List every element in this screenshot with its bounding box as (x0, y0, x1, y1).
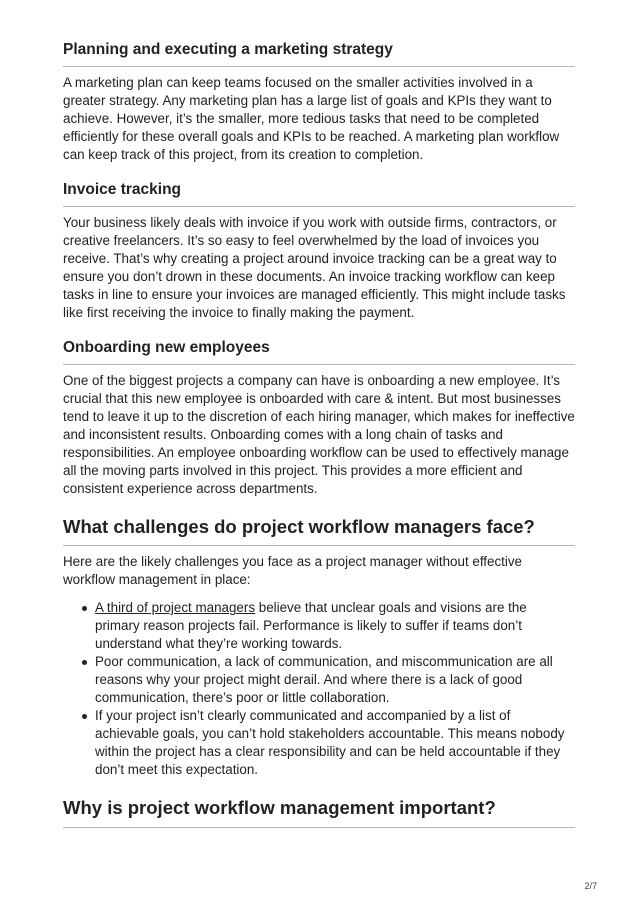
document-page (63, 40, 575, 828)
challenges-intro: Here are the likely challenges you face as a project manager without effective workflow management in place: (63, 554, 523, 588)
third-of-project-managers-link[interactable]: A third of project managers (95, 600, 256, 616)
list-item (95, 599, 575, 653)
list-item-text: believe that unclear goals and visions are the primary reason projects fail. Performance is likely to suffer if teams don’t understand what they’re working towards. (95, 600, 527, 652)
section-paragraph: One of the biggest projects a company can have is onboarding a new employee. It’s crucial that this new employee is onboarded with care & intent. But most businesses tend to leave it up to the discretion of each hiring manager, which makes for ineffective and inconsistent results. Onboarding comes with a long chain of tasks and responsibilities. An employee onboarding workflow can be used to effectively manage all the moving parts involved in this project. This provides a more efficient and consistent experience across departments. (63, 373, 575, 497)
importance-heading: Why is project workflow management important? (63, 796, 575, 827)
section-invoice-tracking (63, 180, 575, 322)
challenges-heading: What challenges do project workflow managers face? (63, 515, 575, 546)
section-paragraph: A marketing plan can keep teams focused on the smaller activities involved in a greater strategy. Any marketing plan has a large list of goals and KPIs they want to achieve. However, it’s the smaller, more tedious tasks that need to be completed efficiently for these overall goals and KPIs to be reached. A marketing plan workflow can keep track of this project, from its creation to completion. (63, 75, 560, 163)
page-number: 2/7 (584, 881, 597, 891)
challenges-list (63, 599, 575, 779)
section-importance (63, 796, 575, 827)
section-onboarding (63, 338, 575, 498)
section-heading: Planning and executing a marketing strategy (63, 40, 575, 67)
list-item (95, 707, 575, 779)
list-item-text: If your project isn’t clearly communicated and accompanied by a list of achievable goals, you can’t hold stakeholders accountable. This means nobody within the project has a clear responsibility and can be held accountable if they don’t meet this expectation. (95, 708, 565, 778)
section-heading: Invoice tracking (63, 180, 575, 207)
bullet-icon (82, 660, 87, 665)
section-heading: Onboarding new employees (63, 338, 575, 365)
section-paragraph: Your business likely deals with invoice if you work with outside firms, contractors, or creative freelancers. It’s so easy to feel overwhelmed by the load of invoices you receive. That’s why creating a project around invoice tracking can be a great way to ensure you don’t drown in these documents. An invoice tracking workflow can keep tasks in line to ensure your invoices are managed efficiently. This might include tasks like first receiving the invoice to finally making the payment. (63, 215, 566, 321)
list-item (95, 653, 575, 707)
bullet-icon (82, 714, 87, 719)
bullet-icon (82, 606, 87, 611)
section-challenges (63, 515, 575, 779)
list-item-text: Poor communication, a lack of communication, and miscommunication are all reasons why your project might derail. And where there is a lack of good communication, there’s poor or little collaboration. (95, 654, 553, 706)
section-marketing-strategy (63, 40, 575, 164)
